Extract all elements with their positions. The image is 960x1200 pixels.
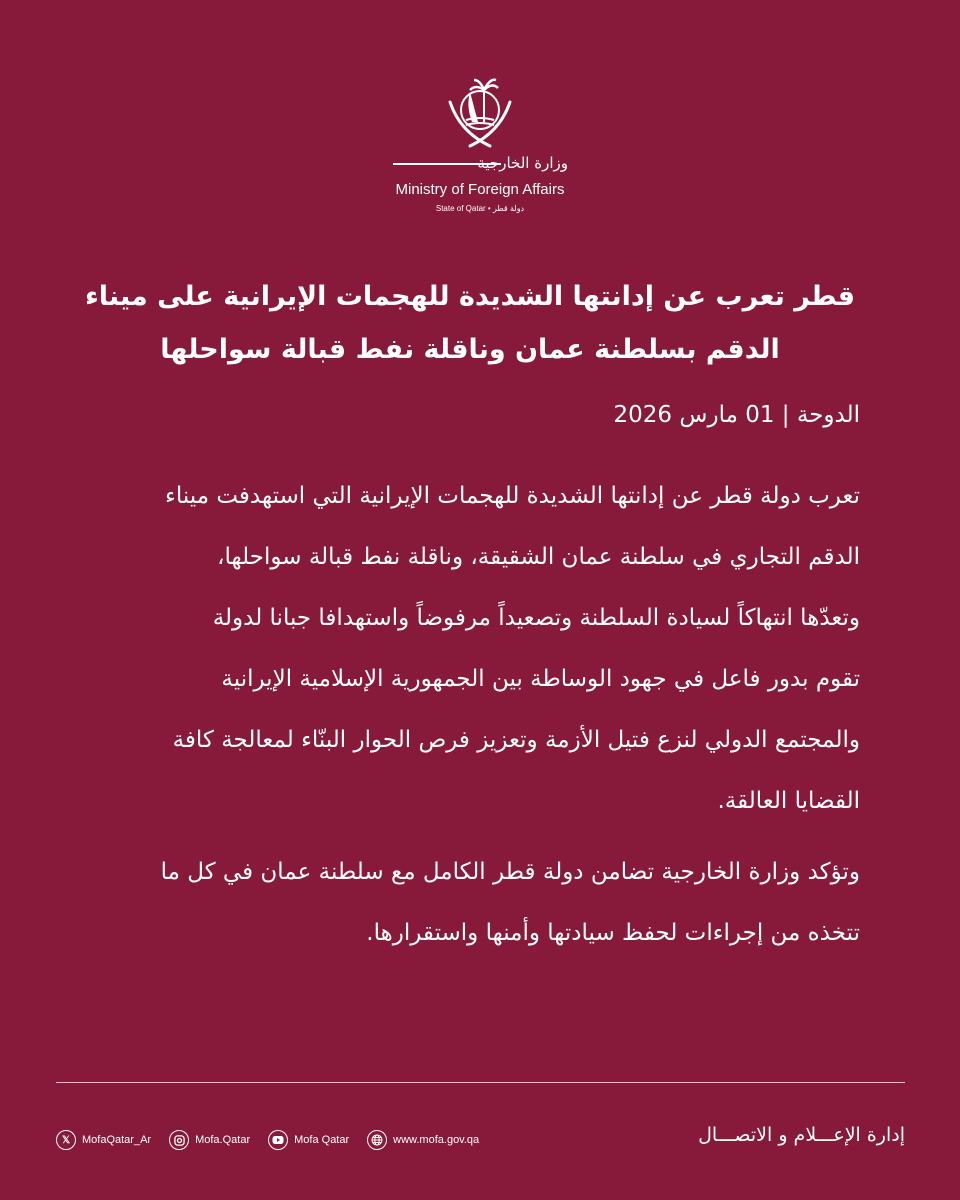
footer-department: إدارة الإعـــلام و الاتصـــال <box>698 1124 905 1146</box>
logo-arabic-name: وزارة الخارجية <box>477 154 568 172</box>
x-icon: 𝕏 <box>56 1130 76 1150</box>
title-line-2: الدقم بسلطنة عمان وناقلة نفط قبالة سواحلها <box>160 334 780 365</box>
social-website-label: www.mofa.gov.qa <box>393 1134 480 1146</box>
globe-icon <box>367 1130 387 1150</box>
logo-sub-label: State of Qatar • دولة قطر <box>435 204 525 213</box>
body-line: تتخذه من إجراءات لحفظ سيادتها وأمنها واستقرارها. <box>366 920 860 946</box>
social-youtube[interactable] <box>268 1130 349 1150</box>
social-instagram-label: Mofa.Qatar <box>195 1134 251 1146</box>
body-line: تقوم بدور فاعل في جهود الوساطة بين الجمهورية الإسلامية الإيرانية <box>221 666 860 692</box>
social-x-label: MofaQatar_Ar <box>82 1134 152 1146</box>
qatar-emblem-icon <box>440 70 520 150</box>
paragraph-gap <box>96 832 860 842</box>
body-line: الدقم التجاري في سلطنة عمان الشقيقة، وناقلة نفط قبالة سواحلها، <box>217 544 860 570</box>
statement-title <box>80 270 860 376</box>
body-line: القضايا العالقة. <box>717 788 860 814</box>
social-links <box>56 1127 497 1153</box>
instagram-icon <box>169 1130 189 1150</box>
social-website[interactable] <box>367 1130 479 1150</box>
body-line: وتعدّها انتهاكاً لسيادة السلطنة وتصعيداً مرفوضاً واستهدافا جبانا لدولة <box>212 605 860 631</box>
logo-english-name: Ministry of Foreign Affairs <box>395 181 565 198</box>
dateline: الدوحة | 01 مارس 2026 <box>613 402 860 428</box>
youtube-icon <box>268 1130 288 1150</box>
social-instagram[interactable] <box>169 1130 250 1150</box>
footer-divider <box>56 1082 905 1083</box>
title-line-1: قطر تعرب عن إدانتها الشديدة للهجمات الإيرانية على ميناء <box>84 281 856 312</box>
body-line: تعرب دولة قطر عن إدانتها الشديدة للهجمات الإيرانية التي استهدفت ميناء <box>165 483 860 509</box>
social-x[interactable] <box>56 1130 151 1150</box>
ministry-logo <box>380 70 580 220</box>
social-youtube-label: Mofa Qatar <box>294 1134 350 1146</box>
body-line: والمجتمع الدولي لنزع فتيل الأزمة وتعزيز فرص الحوار البنّاء لمعالجة كافة <box>172 727 860 753</box>
statement-body <box>96 466 860 964</box>
body-line: وتؤكد وزارة الخارجية تضامن دولة قطر الكامل مع سلطنة عمان في كل ما <box>160 859 860 885</box>
